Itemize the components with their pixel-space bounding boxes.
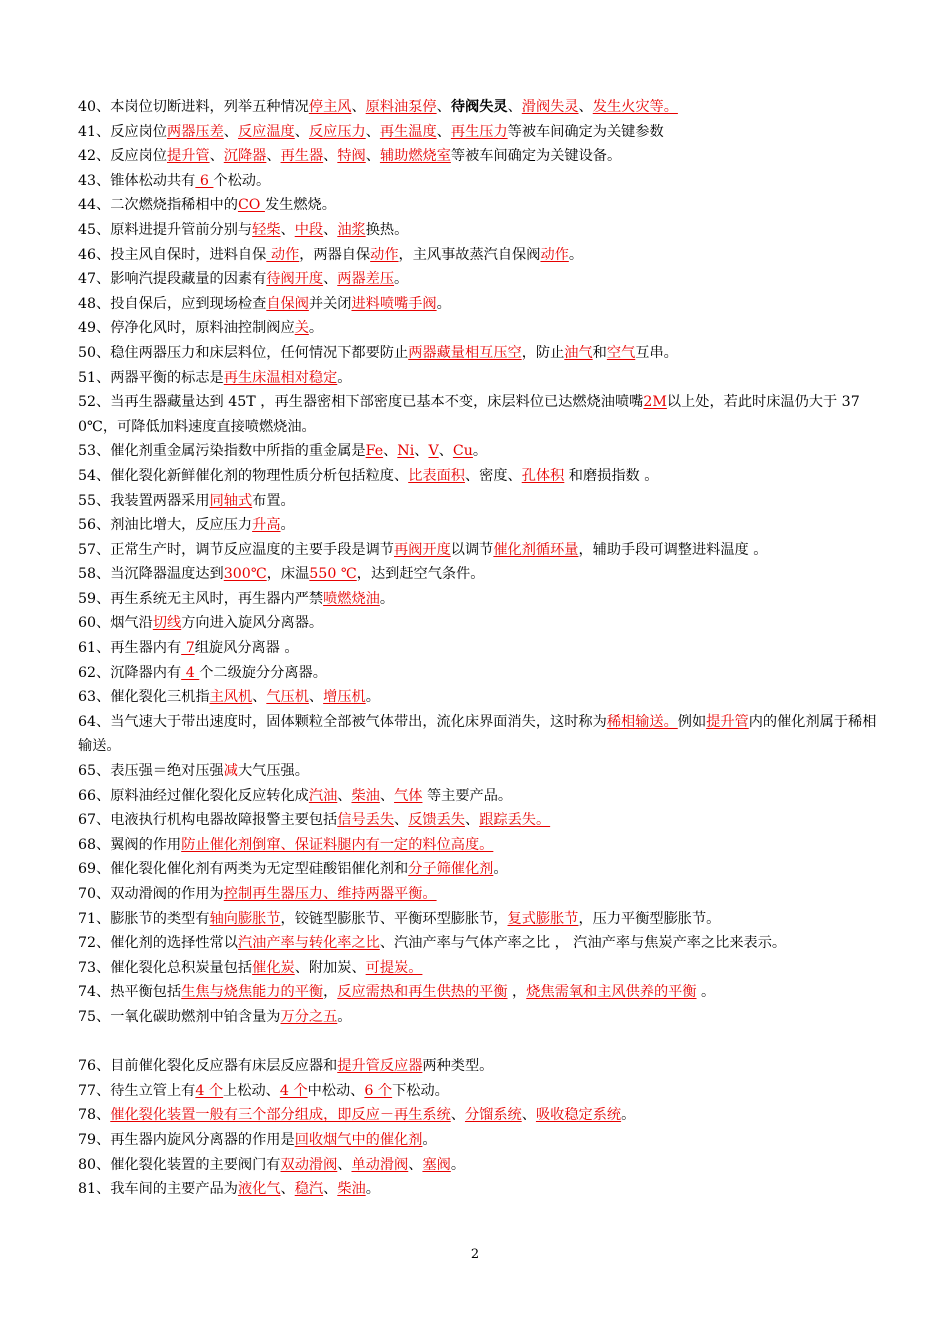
question-text: 78、 [78,1107,111,1124]
question-text: 以上处，若此时床温仍大于 370℃，可降低加料速度直接喷燃烧油。 [78,394,860,435]
answer-text: 停主风 [308,99,352,115]
question-item [78,1103,878,1128]
question-text: 大气压强。 [237,763,309,780]
answer-text: Ni [397,443,415,460]
answer-text: V [428,443,439,460]
question-item [78,144,878,169]
answer-text: 反应需热和再生供热的平衡 [337,984,508,1001]
question-text: 发生燃烧。 [264,197,336,214]
answer-text: 自保阀 [266,295,309,312]
answer-text: 单动滑阀 [351,1156,409,1173]
question-text: 上松动、 [223,1082,280,1099]
answer-text: 升高 [252,517,281,534]
question-text: 76、目前催化裂化反应器有床层反应器和 [78,1058,338,1075]
answer-text: 气压机 [266,689,309,706]
question-text: 。 [365,689,380,706]
question-text: 73、催化裂化总积炭量包括 [78,959,253,976]
question-text: 个二级旋分分离器。 [199,664,327,681]
answer-text: 汽油 [308,787,338,804]
question-text: 和磨损指数 。 [564,467,659,484]
question-text: 、 [436,123,451,140]
question-text: 67、电液执行机构电器故障报警主要包括 [78,812,338,829]
question-text: 40、本岗位切断进料，列举五种情况 [78,99,309,115]
answer-text: 主风机 [209,689,253,706]
question-text: 组旋风分离器 。 [194,640,299,657]
question-text: 49、停净化风时，原料油控制阀应 [78,320,295,337]
blank-line [78,1030,878,1055]
question-text: 、密度、 [464,467,522,484]
question-text: 。 [308,320,324,337]
answer-text: 油气 [564,344,593,361]
answer-text: 中段 [294,221,324,238]
question-item [78,833,878,858]
question-item [78,808,878,833]
answer-text: 跟踪丢失。 [479,812,551,829]
question-text: 、 [379,787,395,804]
answer-text: 喷燃烧油 [323,590,380,607]
question-text: 和 [592,344,607,361]
question-text: 51、两器平衡的标志是 [78,369,224,386]
answer-text: 再生床温相对稳定 [223,369,338,386]
question-text: ，主风事故蒸汽自保阀 [398,246,541,263]
question-text: 、 [450,1107,465,1124]
question-item [78,636,878,661]
question-item [78,931,878,956]
question-item [78,587,878,612]
answer-text: 油浆 [337,221,366,238]
answer-text: 沉降器 [223,148,267,165]
question-list [78,95,878,1202]
question-text: 。 [337,1008,352,1025]
question-item [78,243,878,268]
bold-answer-text: 待阀失灵 [450,99,508,115]
question-item [78,980,878,1005]
question-item [78,292,878,317]
question-text: 、 [578,99,593,115]
question-text: 以调节 [450,541,494,558]
question-text: 、 [323,221,338,238]
answer-text: 同轴式 [209,492,253,509]
question-item [78,1128,878,1153]
question-text: 75、一氧化碳助燃剂中铂含量为 [78,1008,281,1025]
question-text: 44、二次燃烧指稀相中的 [78,197,238,214]
question-text: 例如 [677,713,707,730]
question-text: 个松动。 [213,172,271,189]
answer-text: 稀相输送。 [606,713,678,730]
answer-text: 切线 [152,615,182,632]
answer-text: 增压机 [323,689,366,706]
question-text: 、 [507,99,522,115]
question-text: ，两器自保 [299,246,371,263]
answer-text: 2M [643,394,667,411]
question-item [78,538,878,563]
answer-text: 动作 [266,246,300,263]
answer-text: 4 个 [195,1082,224,1099]
question-text: 、 [266,148,281,165]
question-item [78,169,878,194]
answer-text: 两器藏量相互压空 [408,344,522,361]
question-item [78,611,878,636]
question-text: 66、原料油经过催化裂化反应转化成 [78,787,309,804]
question-text: 、 [280,221,295,238]
question-text: 45、原料进提升管前分别与 [78,221,253,238]
question-text: 。 [568,246,584,263]
question-text: 46、投主风自保时，进料自保 [78,246,267,263]
answer-text: 分子筛催化剂 [408,861,494,878]
answer-text: 烧焦需氧和主风供养的平衡 [526,984,697,1001]
question-text: ， [507,984,527,1001]
question-item [78,857,878,882]
answer-text: 信号丢失 [337,812,395,829]
question-text: 。 [493,861,508,878]
question-text: 、 [383,443,398,460]
question-text: 、 [337,1156,352,1173]
question-text: 并关闭 [308,295,352,312]
question-text: ，铰链型膨胀节、平衡环型膨胀节， [280,910,508,927]
question-item [78,513,878,538]
answer-text: 分馏系统 [464,1107,522,1124]
question-text: 、 [323,271,338,288]
question-item [78,1153,878,1178]
question-text: 56、剂油比增大，反应压力 [78,517,253,534]
answer-text: 反应温度 [237,123,295,140]
answer-text: 提升管反应器 [337,1058,423,1075]
answer-text: 两器差压 [337,271,395,288]
question-text: 61、再生器内有 [78,640,182,657]
answer-text: 反应压力 [308,123,366,140]
question-item [78,1005,878,1030]
question-text: 两种类型。 [422,1058,494,1075]
answer-text: 提升管 [167,148,210,165]
question-text: 42、反应岗位 [78,148,167,165]
question-text: 59、再生系统无主风时，再生器内严禁 [78,590,324,607]
question-text: 、 [351,99,366,115]
question-text: 47、影响汽提段藏量的因素有 [78,271,267,288]
question-text: 、汽油产率与气体产率之比 ， 汽油产率与焦炭产率之比来表示。 [379,935,787,952]
answer-text: 进料喷嘴手阀 [351,295,437,312]
question-text: 、 [408,1156,423,1173]
answer-text: 防止催化剂倒窜、保证料腿内有一定的料位高度。 [181,836,494,853]
question-text: 、附加炭、 [294,959,366,976]
answer-text: 孔体积 [521,467,565,484]
answer-text: 比表面积 [408,467,465,484]
question-text: ，达到赶空气条件。 [356,566,485,583]
question-item [78,759,878,784]
answer-text: 反馈丢失 [408,812,465,829]
question-text: 41、反应岗位 [78,123,167,140]
question-text: 62、沉降器内有 [78,664,182,681]
question-text: 互串。 [635,344,678,361]
question-item [78,882,878,907]
question-text: 53、催化剂重金属污染指数中所指的重金属是 [78,443,366,460]
answer-text: 4 [181,664,200,681]
answer-text: 6 [195,172,214,189]
answer-text: 提升管 [706,713,749,730]
answer-text: 可提炭。 [365,959,423,976]
answer-text: 4 个 [279,1082,308,1099]
question-text: 65、表压强＝绝对压强 [78,763,224,780]
answer-text: 动作 [540,246,569,263]
answer-text: 气体 [394,787,423,804]
question-text: 方向进入旋风分离器。 [181,615,324,632]
question-item [78,1079,878,1104]
question-item [78,390,878,439]
question-text: 。 [450,1156,466,1173]
question-text: 72、催化剂的选择性常以 [78,935,238,952]
question-text: 68、翼阀的作用 [78,836,182,853]
question-text: 54、催化裂化新鲜催化剂的物理性质分析包括粒度、 [78,467,409,484]
question-text: 57、正常生产时，调节反应温度的主要手段是调节 [78,541,394,558]
answer-text: 再阀开度 [394,541,451,558]
question-item [78,316,878,341]
answer-text: 液化气 [237,1181,281,1198]
question-text: 81、我车间的主要产品为 [78,1181,238,1198]
answer-text: 关 [294,320,309,337]
question-item [78,784,878,809]
answer-text: Cu [452,443,473,460]
answer-text: Fe [365,443,384,460]
question-item [78,267,878,292]
answer-text: 柴油 [351,787,380,804]
question-item [78,956,878,981]
answer-text: 轴向膨胀节 [209,910,281,927]
question-item [78,907,878,932]
answer-text: 催化裂化装置一般有三个部分组成，即反应－再生系统 [110,1107,451,1124]
question-text: ，床温 [266,566,310,583]
question-text: 50、稳住两器压力和床层料位，任何情况下都要防止 [78,344,409,361]
question-text: 。 [621,1107,636,1124]
answer-text: 两器压差 [167,123,224,140]
question-text: 。 [422,1131,437,1148]
question-text: 、 [394,812,409,829]
answer-text: 催化炭 [252,959,295,976]
question-text: 、 [308,689,324,706]
answer-text: 控制再生器压力、维持两器平衡。 [223,886,437,902]
question-text: 下松动。 [392,1082,449,1099]
answer-text: 汽油产率与转化率之比 [237,935,380,952]
question-text: 等被车间确定为关键设备。 [450,148,622,165]
question-text: 79、再生器内旋风分离器的作用是 [78,1131,295,1148]
answer-text: 6 个 [364,1082,393,1099]
question-item [78,341,878,366]
question-text: ，防止 [521,344,565,361]
question-text: 58、当沉降器温度达到 [78,566,224,583]
question-text: 、 [223,123,238,140]
question-item [78,193,878,218]
question-text: 、 [414,443,429,460]
question-text: 、 [436,99,451,115]
question-text: 、 [438,443,453,460]
question-text: 换热。 [365,221,409,238]
question-text: 、 [464,812,480,829]
question-item [78,710,878,759]
question-text: 70、双动滑阀的作用为 [78,886,224,902]
question-item [78,120,878,145]
question-text: ， [323,984,338,1001]
question-text: 。 [280,517,295,534]
answer-text: 轻柴 [252,221,281,238]
answer-text: 7 [181,640,195,657]
question-text: 。 [365,1181,380,1198]
question-text: 。 [337,369,352,386]
page-number: 2 [470,1247,480,1262]
question-text: 布置。 [252,492,295,509]
question-text: 52、当再生器藏量达到 45T ，再生器密相下部密度已基本不变，床层料位已达燃烧油喷嘴 [78,394,644,411]
question-item [78,1054,878,1079]
question-item [78,464,878,489]
question-text: 43、锥体松动共有 [78,172,196,189]
question-item [78,685,878,710]
question-text: 。 [394,271,409,288]
question-text: 。 [696,984,716,1001]
answer-text: 发生火灾等。 [592,99,678,115]
question-text: 48、投自保后，应到现场检查 [78,295,267,312]
question-item [78,661,878,686]
answer-text: 双动滑阀 [280,1156,338,1173]
answer-text: 减 [223,763,238,780]
question-text: 、 [323,148,338,165]
answer-text: 再生器 [280,148,324,165]
answer-text: 辅助燃烧室 [379,148,451,165]
answer-text: 550 ℃ [309,566,357,583]
question-text: 、 [365,123,380,140]
answer-text: 滑阀失灵 [521,99,579,115]
question-text: 80、催化裂化装置的主要阀门有 [78,1156,281,1173]
question-item [78,562,878,587]
question-item [78,489,878,514]
question-text: 69、催化裂化催化剂有两类为无定型硅酸铝催化剂和 [78,861,409,878]
question-item [78,439,878,464]
question-text: ，压力平衡型膨胀节。 [578,910,721,927]
question-text: 、 [209,148,224,165]
question-text: 71、膨胀节的类型有 [78,910,210,927]
question-text: 等被车间确定为关键参数 [507,123,664,140]
question-item [78,218,878,243]
answer-text: 原料油泵停 [365,99,437,115]
question-item [78,366,878,391]
answer-text: 待阀开度 [266,271,324,288]
question-text: 内的催化剂属于稀相输送。 [78,713,877,755]
answer-text: 300℃ [223,566,267,583]
question-text: 77、待生立管上有 [78,1082,196,1099]
answer-text: 塞阀 [422,1156,451,1173]
question-text: 、 [294,123,309,140]
answer-text: CO [237,197,265,214]
answer-text: 催化剂循环量 [493,541,579,558]
answer-text: 动作 [370,246,399,263]
question-text: 74、热平衡包括 [78,984,182,1001]
question-text: 。 [379,590,395,607]
question-text: 等主要产品。 [422,787,513,804]
answer-text: 柴油 [337,1181,366,1198]
answer-text: 稳汽 [294,1181,324,1198]
answer-text: 再生温度 [379,123,437,140]
answer-text: 生焦与烧焦能力的平衡 [181,984,324,1001]
answer-text: 特阀 [337,148,366,165]
question-text: 60、烟气沿 [78,615,153,632]
question-text: 、 [252,689,267,706]
question-item [78,1177,878,1202]
question-text: 55、我装置两器采用 [78,492,210,509]
question-text: 。 [472,443,488,460]
answer-text: 万分之五 [280,1008,338,1025]
answer-text: 回收烟气中的催化剂 [294,1131,423,1148]
answer-text: 复式膨胀节 [507,910,579,927]
question-item [78,95,878,120]
question-text: 、 [337,787,352,804]
question-text: 中松动、 [307,1082,365,1099]
answer-text: 空气 [606,344,636,361]
question-text: 、 [280,1181,295,1198]
answer-text: 吸收稳定系统 [535,1107,622,1124]
question-text: 63、催化裂化三机指 [78,689,210,706]
answer-text: 再生压力 [450,123,508,140]
question-text: 64、当气速大于带出速度时，固体颗粒全部被气体带出，流化床界面消失，这时称为 [78,713,607,730]
question-text: ，辅助手段可调整进料温度 。 [578,541,768,558]
question-text: 、 [365,148,380,165]
question-text: 。 [436,295,451,312]
question-text: 、 [323,1181,338,1198]
question-text: 、 [521,1107,536,1124]
